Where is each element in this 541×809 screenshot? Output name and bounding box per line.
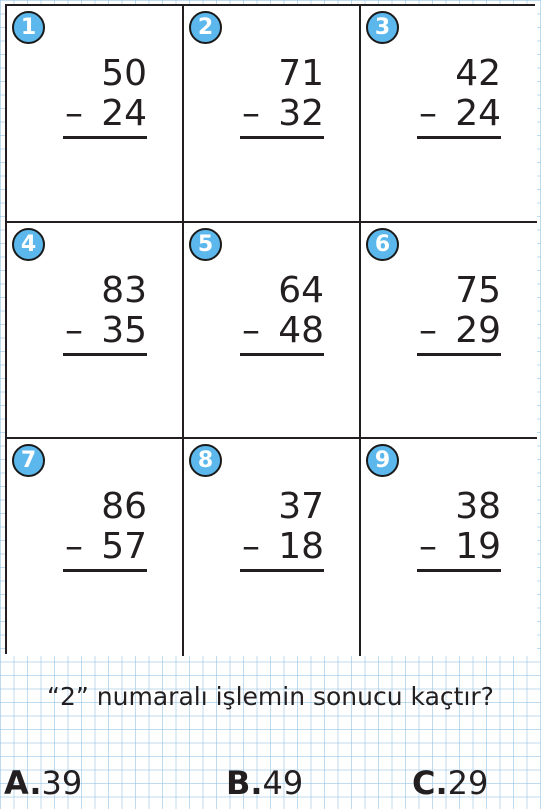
answer-options	[0, 762, 541, 806]
problem-cell-3	[361, 6, 537, 223]
minuend: 83	[101, 270, 147, 311]
subtrahend: 29	[455, 310, 501, 351]
minuend: 75	[455, 270, 501, 311]
option-b[interactable]	[226, 762, 303, 804]
subtrahend: 18	[278, 526, 324, 567]
option-letter: B.	[226, 764, 263, 802]
subtraction-problem	[240, 487, 324, 572]
problem-number-badge: 2	[189, 11, 222, 44]
option-a[interactable]	[4, 762, 82, 804]
minuend: 50	[101, 53, 147, 94]
subtrahend: 32	[278, 93, 324, 134]
option-letter: A.	[4, 764, 42, 802]
subtraction-problem	[417, 54, 501, 139]
answer-line	[417, 353, 501, 356]
subtrahend: 48	[278, 310, 324, 351]
subtraction-problem	[240, 54, 324, 139]
subtrahend: 24	[455, 93, 501, 134]
problem-grid	[5, 4, 535, 654]
answer-line	[63, 353, 147, 356]
subtraction-problem	[417, 271, 501, 356]
minus-sign: –	[419, 93, 437, 134]
minus-sign: –	[65, 526, 83, 567]
problem-cell-7	[7, 439, 184, 656]
problem-number-badge: 6	[366, 228, 399, 261]
minus-sign: –	[242, 93, 260, 134]
option-letter: C.	[412, 764, 448, 802]
subtraction-problem	[63, 54, 147, 139]
subtrahend: 57	[101, 526, 147, 567]
problem-cell-2	[184, 6, 361, 223]
minus-sign: –	[419, 526, 437, 567]
problem-cell-1	[7, 6, 184, 223]
minuend: 37	[278, 486, 324, 527]
minus-sign: –	[65, 310, 83, 351]
subtrahend: 19	[455, 526, 501, 567]
minuend: 38	[455, 486, 501, 527]
minuend: 86	[101, 486, 147, 527]
problem-cell-8	[184, 439, 361, 656]
minus-sign: –	[242, 310, 260, 351]
problem-cell-6	[361, 223, 537, 439]
subtrahend: 35	[101, 310, 147, 351]
minus-sign: –	[419, 310, 437, 351]
answer-line	[417, 136, 501, 139]
problem-number-badge: 4	[12, 228, 45, 261]
option-c[interactable]	[412, 762, 488, 804]
minuend: 64	[278, 270, 324, 311]
problem-cell-5	[184, 223, 361, 439]
minus-sign: –	[65, 93, 83, 134]
subtraction-problem	[63, 487, 147, 572]
problem-number-badge: 7	[12, 444, 45, 477]
problem-cell-4	[7, 223, 184, 439]
problem-number-badge: 9	[366, 444, 399, 477]
answer-line	[240, 136, 324, 139]
problem-number-badge: 1	[12, 11, 45, 44]
answer-line	[417, 569, 501, 572]
option-value: 49	[262, 764, 304, 802]
problem-cell-9	[361, 439, 537, 656]
problem-number-badge: 5	[189, 228, 222, 261]
subtrahend: 24	[101, 93, 147, 134]
option-value: 29	[447, 764, 489, 802]
answer-line	[63, 569, 147, 572]
subtraction-problem	[240, 271, 324, 356]
minuend: 42	[455, 53, 501, 94]
question-text: “2” numaralı işlemin sonucu kaçtır?	[47, 682, 494, 711]
subtraction-problem	[63, 271, 147, 356]
minus-sign: –	[242, 526, 260, 567]
minuend: 71	[278, 53, 324, 94]
answer-line	[240, 353, 324, 356]
problem-number-badge: 8	[189, 444, 222, 477]
subtraction-problem	[417, 487, 501, 572]
answer-line	[240, 569, 324, 572]
problem-number-badge: 3	[366, 11, 399, 44]
answer-line	[63, 136, 147, 139]
option-value: 39	[41, 764, 83, 802]
